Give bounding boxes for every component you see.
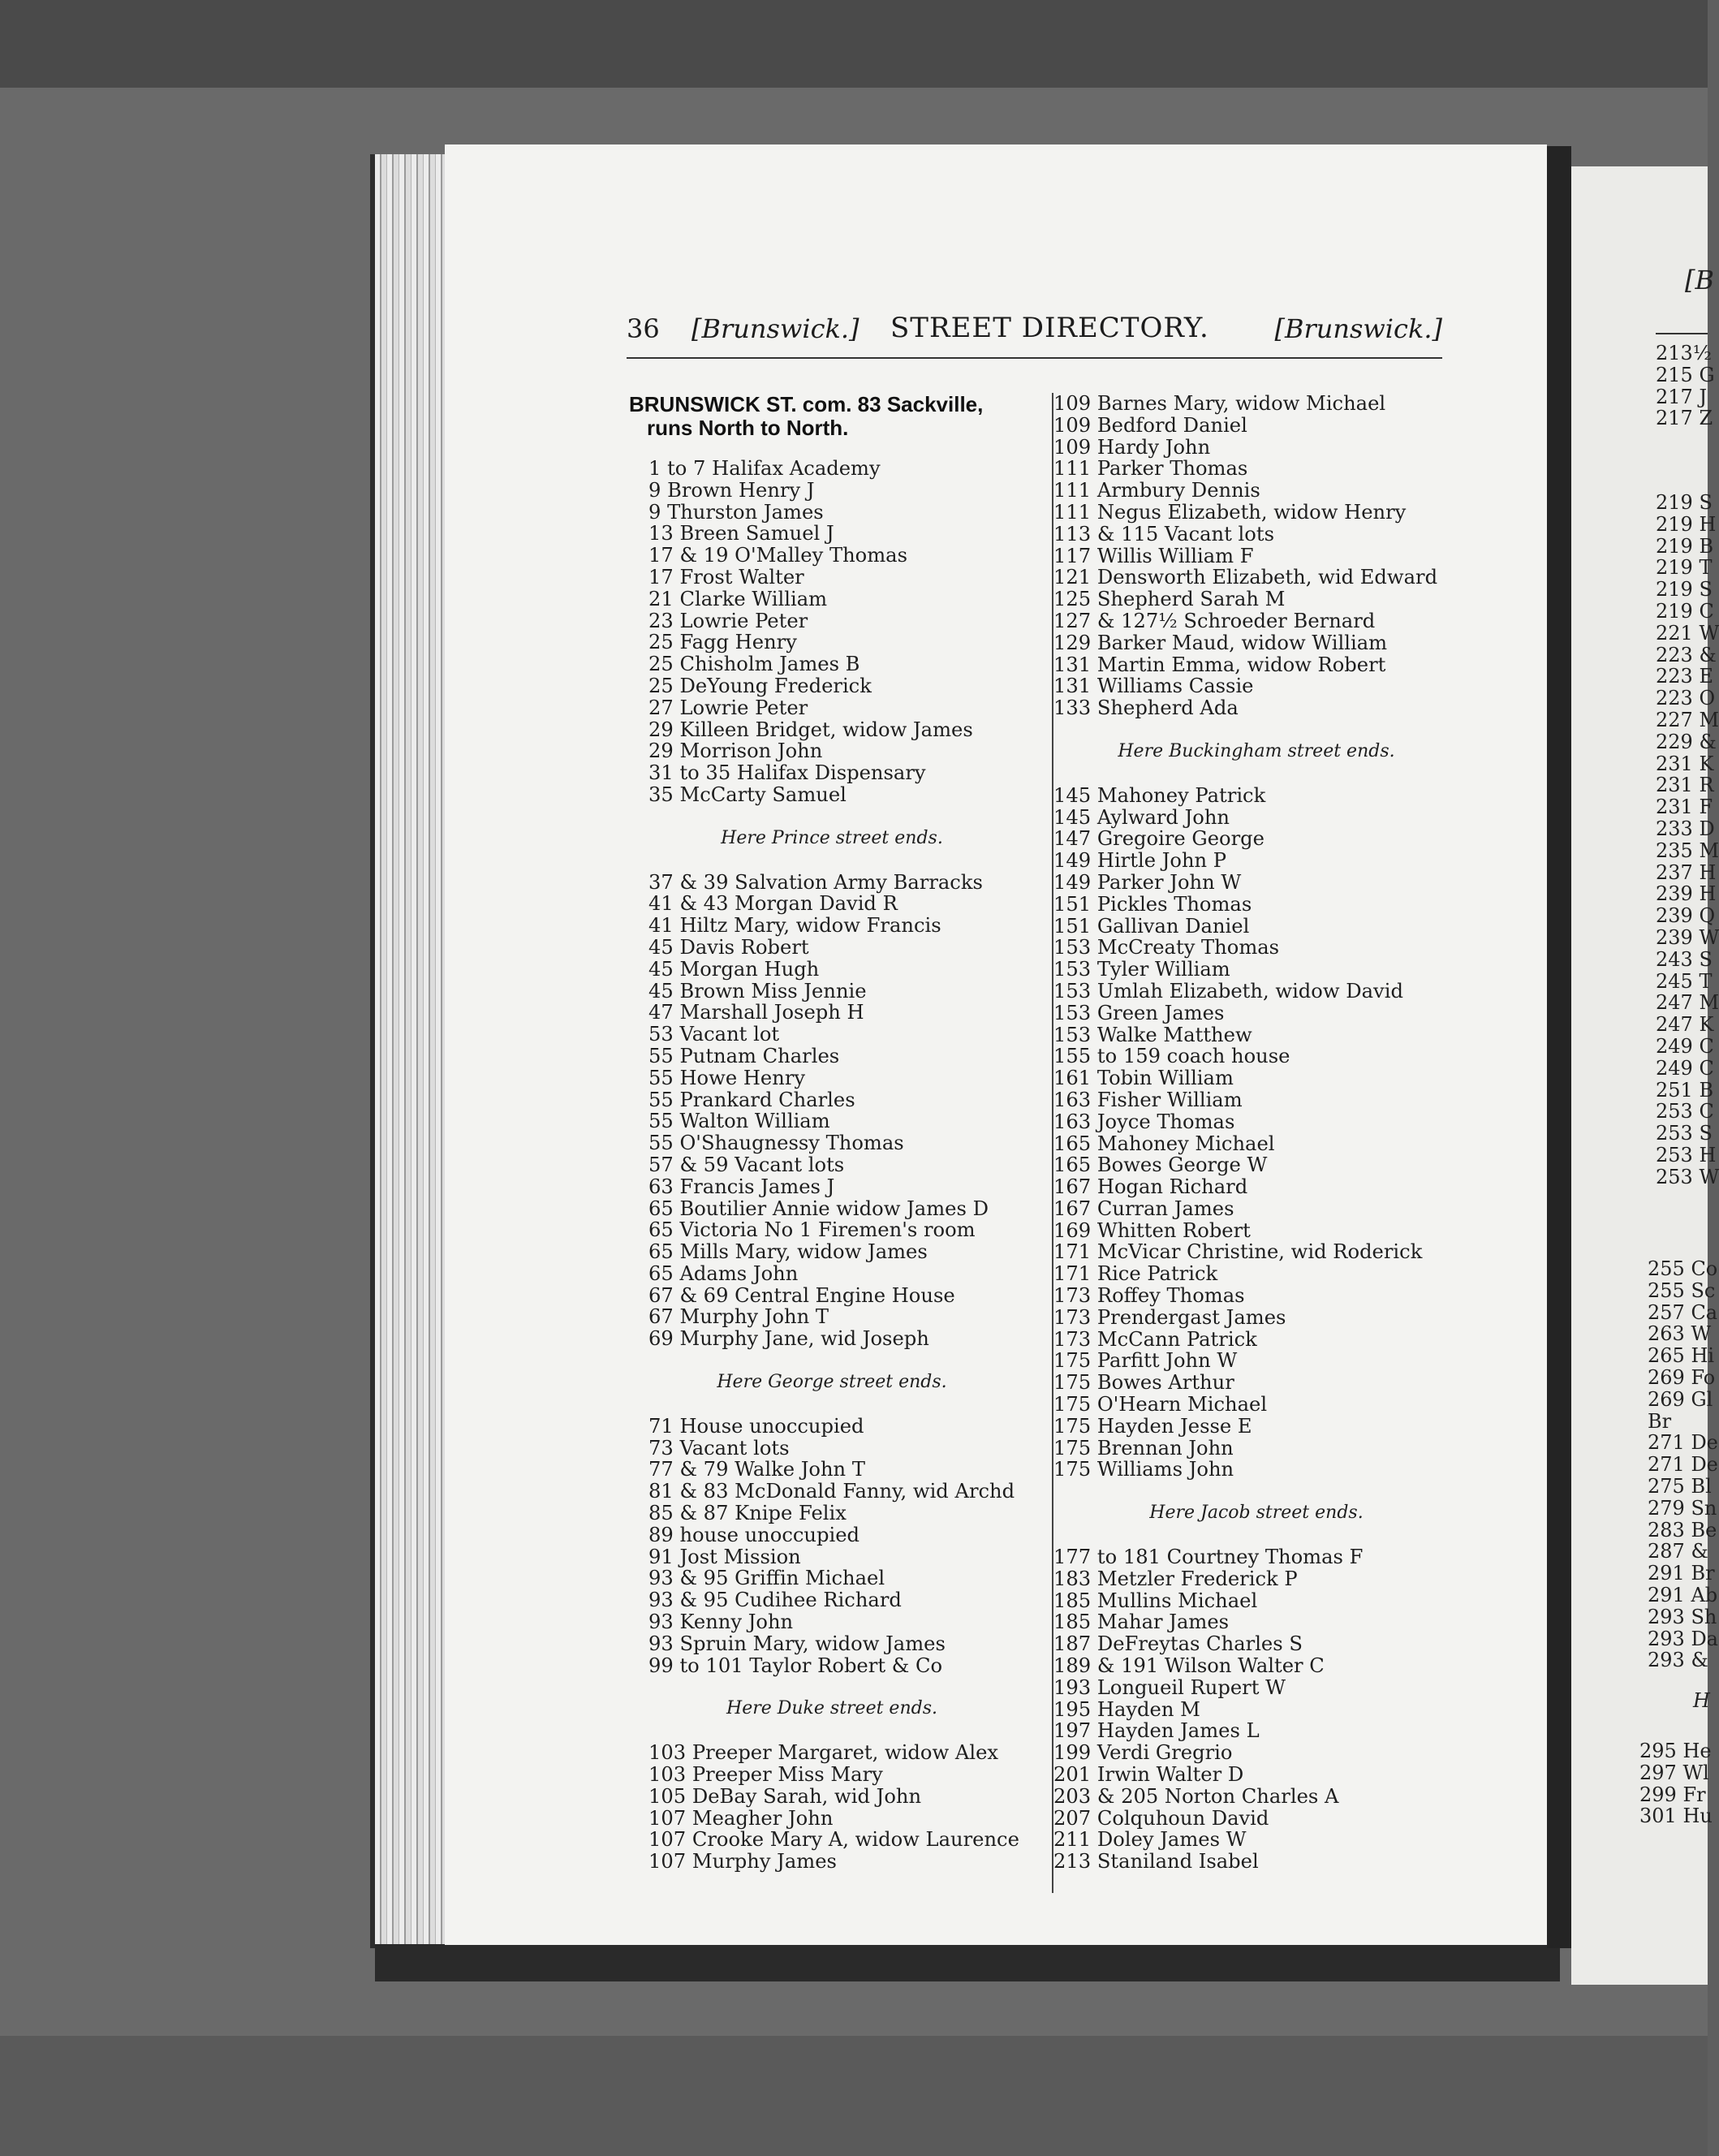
facing-page-line: 293 &	[1648, 1649, 1708, 1672]
directory-entry: 175 Parfitt John W	[1053, 1349, 1238, 1373]
facing-page-line: 275 Bl	[1648, 1474, 1712, 1498]
facing-page-line: 231 F	[1656, 796, 1713, 819]
facing-page-line: 231 K	[1656, 752, 1714, 775]
directory-entry: 29 Killeen Bridget, widow James	[648, 718, 973, 741]
directory-entry: 109 Hardy John	[1053, 435, 1211, 459]
facing-page-line: 251 B	[1656, 1078, 1714, 1102]
directory-entry: 77 & 79 Walke John T	[648, 1458, 865, 1481]
directory-entry: 107 Murphy James	[648, 1850, 837, 1874]
facing-page-line: 253 H	[1656, 1143, 1717, 1166]
directory-entry: 163 Fisher William	[1053, 1088, 1243, 1111]
directory-entry: 63 Francis James J	[648, 1175, 835, 1198]
directory-entry: 201 Irwin Walter D	[1053, 1763, 1244, 1787]
directory-entry: 177 to 181 Courtney Thomas F	[1053, 1546, 1364, 1569]
directory-entry: 149 Hirtle John P	[1053, 849, 1227, 873]
directory-entry: 153 Umlah Elizabeth, widow David	[1053, 979, 1403, 1003]
directory-entry: 89 house unoccupied	[648, 1523, 860, 1546]
directory-entry: 167 Curran James	[1053, 1197, 1234, 1220]
facing-page-line: 217 Z	[1656, 407, 1713, 430]
book-page-edges	[375, 154, 448, 1948]
facing-page-line: 239 H	[1656, 882, 1717, 906]
street-heading	[629, 393, 1035, 440]
directory-entry: 175 Williams John	[1053, 1458, 1234, 1481]
facing-page-line: 219 S	[1656, 491, 1713, 514]
directory-entry: 155 to 159 coach house	[1053, 1045, 1290, 1068]
directory-entry: 131 Williams Cassie	[1053, 675, 1254, 698]
directory-entry: 185 Mullins Michael	[1053, 1589, 1258, 1612]
facing-page-line: 265 Hi	[1648, 1344, 1715, 1368]
header-right-tag: [Brunswick.]	[1274, 313, 1442, 344]
facing-page-line: 217 J	[1656, 385, 1708, 408]
directory-entry: 169 Whitten Robert	[1053, 1218, 1251, 1242]
directory-entry: 203 & 205 Norton Charles A	[1053, 1784, 1339, 1808]
directory-entry: 93 & 95 Griffin Michael	[648, 1567, 885, 1590]
facing-page-line: 269 Gl	[1648, 1387, 1713, 1411]
facing-page-block	[1639, 1740, 1713, 1828]
directory-entry: 171 McVicar Christine, wid Roderick	[1053, 1240, 1423, 1264]
facing-page-line: 221 W	[1656, 621, 1719, 645]
facing-page-line: 247 K	[1656, 1013, 1714, 1037]
facing-page-line: 239 W	[1656, 925, 1719, 949]
facing-page-line: 291 Br	[1648, 1562, 1715, 1585]
facing-page-line: 219 S	[1656, 578, 1713, 602]
directory-entry: 105 DeBay Sarah, wid John	[648, 1784, 922, 1808]
directory-entry: 117 Willis William F	[1053, 544, 1254, 567]
facing-page-block	[1656, 342, 1715, 430]
directory-entry: 189 & 191 Wilson Walter C	[1053, 1654, 1325, 1678]
book-bottom-edge	[375, 1944, 1560, 1981]
entry-group	[1053, 785, 1459, 1481]
directory-entry: 127 & 127½ Schroeder Bernard	[1053, 609, 1376, 632]
facing-page-line: 253 W	[1656, 1165, 1719, 1188]
directory-entry: 175 Brennan John	[1053, 1436, 1234, 1460]
facing-page-line: 287 &	[1648, 1540, 1708, 1563]
directory-entry: 67 Murphy John T	[648, 1305, 829, 1329]
facing-page-line: 253 S	[1656, 1122, 1713, 1145]
facing-page-line: 249 C	[1656, 1056, 1714, 1080]
directory-entry: 55 Howe Henry	[648, 1066, 806, 1089]
directory-entry: 195 Hayden M	[1053, 1697, 1200, 1721]
page-header	[627, 308, 1442, 347]
directory-entry: 93 Spruin Mary, widow James	[648, 1632, 946, 1655]
directory-entry: 37 & 39 Salvation Army Barracks	[648, 870, 983, 894]
directory-entry: 113 & 115 Vacant lots	[1053, 522, 1274, 545]
directory-entry: 55 Prankard Charles	[648, 1088, 855, 1111]
directory-entry: 65 Victoria No 1 Firemen's room	[648, 1218, 976, 1242]
cross-street-note: Here Jacob street ends.	[1149, 1503, 1364, 1524]
scan-background-bottom	[0, 2036, 1708, 2156]
book-gutter	[1547, 146, 1571, 1948]
entry-group	[629, 1742, 1035, 1873]
directory-entry: 93 & 95 Cudihee Richard	[648, 1589, 902, 1612]
street-heading-line-1: BRUNSWICK ST. com. 83 Sackville,	[629, 392, 984, 416]
directory-entry: 133 Shepherd Ada	[1053, 696, 1239, 720]
cross-street-note: Here Duke street ends.	[726, 1698, 937, 1719]
directory-entry: 173 Roffey Thomas	[1053, 1284, 1245, 1308]
facing-page-line: 299 Fr	[1639, 1783, 1706, 1806]
directory-entry: 25 Chisholm James B	[648, 653, 860, 676]
directory-entry: 145 Aylward John	[1053, 805, 1230, 829]
directory-entry: 199 Verdi Gregrio	[1053, 1741, 1233, 1765]
directory-entry: 45 Brown Miss Jennie	[648, 979, 867, 1003]
directory-entry: 41 Hiltz Mary, widow Francis	[648, 914, 941, 938]
facing-page-line: 239 Q	[1656, 904, 1716, 928]
facing-page-line: 269 Fo	[1648, 1365, 1716, 1389]
directory-entry: 185 Mahar James	[1053, 1611, 1230, 1634]
entry-group	[1053, 393, 1459, 719]
directory-entry: 55 Putnam Charles	[648, 1044, 840, 1067]
directory-entry: 55 O'Shaugnessy Thomas	[648, 1132, 904, 1155]
facing-page-line: 293 Da	[1648, 1627, 1718, 1650]
directory-entry: 17 Frost Walter	[648, 565, 804, 589]
facing-page-line: 255 Sc	[1648, 1279, 1716, 1302]
directory-entry: 91 Jost Mission	[648, 1545, 801, 1568]
cross-street-note: Here George street ends.	[717, 1372, 947, 1393]
facing-page-block	[1656, 491, 1719, 1188]
directory-entry: 109 Bedford Daniel	[1053, 413, 1247, 437]
directory-entry: 165 Bowes George W	[1053, 1153, 1268, 1177]
facing-page-line: 253 C	[1656, 1100, 1714, 1123]
page-number: 36	[627, 313, 660, 344]
directory-entry: 107 Meagher John	[648, 1806, 834, 1830]
facing-page-line: Br	[1648, 1409, 1672, 1433]
facing-page-line: 301 Hu	[1639, 1805, 1713, 1828]
directory-entry: 173 McCann Patrick	[1053, 1327, 1257, 1351]
facing-page-line: 249 C	[1656, 1034, 1714, 1058]
facing-page-line: 271 De	[1648, 1431, 1718, 1455]
directory-entry: 145 Mahoney Patrick	[1053, 783, 1266, 807]
facing-page-line: 227 M	[1656, 708, 1719, 731]
facing-page-line: 245 T	[1656, 969, 1713, 993]
facing-page-rule	[1656, 333, 1708, 334]
directory-entry: 1 to 7 Halifax Academy	[648, 457, 881, 480]
entry-group	[629, 458, 1035, 806]
directory-entry: 45 Davis Robert	[648, 935, 809, 959]
directory-entry: 161 Tobin William	[1053, 1067, 1234, 1090]
directory-entry: 107 Crooke Mary A, widow Laurence	[648, 1828, 1019, 1852]
directory-entry: 103 Preeper Margaret, widow Alex	[648, 1741, 999, 1765]
facing-page-line: 229 &	[1656, 730, 1717, 753]
directory-entry: 147 Gregoire George	[1053, 827, 1264, 851]
directory-entry: 73 Vacant lots	[648, 1436, 790, 1460]
facing-page-line: 223 O	[1656, 687, 1716, 710]
directory-entry: 173 Prendergast James	[1053, 1305, 1286, 1329]
directory-entry: 23 Lowrie Peter	[648, 609, 808, 632]
directory-column-left	[629, 393, 1035, 1873]
directory-entry: 153 McCreaty Thomas	[1053, 936, 1280, 959]
facing-page-header-fragment: [B	[1685, 265, 1714, 295]
directory-entry: 151 Gallivan Daniel	[1053, 914, 1250, 938]
directory-entry: 53 Vacant lot	[648, 1023, 780, 1046]
directory-entry: 17 & 19 O'Malley Thomas	[648, 544, 907, 567]
directory-entry: 81 & 83 McDonald Fanny, wid Archd	[648, 1480, 1015, 1503]
directory-entry: 71 House unoccupied	[648, 1414, 864, 1438]
facing-page-line: 243 S	[1656, 947, 1713, 971]
facing-page-line: 219 C	[1656, 599, 1714, 623]
directory-entry: 55 Walton William	[648, 1110, 830, 1133]
facing-page-block	[1648, 1257, 1718, 1672]
directory-entry: 35 McCarty Samuel	[648, 783, 847, 806]
directory-entry: 85 & 87 Knipe Felix	[648, 1502, 847, 1525]
directory-column-right	[1053, 393, 1459, 1873]
facing-page-line: 291 Ab	[1648, 1583, 1718, 1606]
directory-entry: 13 Breen Samuel J	[648, 522, 834, 545]
facing-page-line: 295 He	[1639, 1740, 1712, 1762]
facing-page-line: 255 Co	[1648, 1257, 1718, 1280]
directory-entry: 211 Doley James W	[1053, 1828, 1247, 1852]
facing-page-line: 279 Sn	[1648, 1496, 1717, 1520]
facing-page-line: 293 Sh	[1648, 1605, 1717, 1628]
directory-entry: 213 Staniland Isabel	[1053, 1850, 1259, 1874]
directory-entry: 175 O'Hearn Michael	[1053, 1393, 1268, 1416]
facing-page-line: 257 Ca	[1648, 1300, 1718, 1324]
directory-entry: 29 Morrison John	[648, 740, 823, 763]
facing-page-line: 219 B	[1656, 534, 1714, 558]
directory-entry: 9 Thurston James	[648, 500, 824, 524]
entry-group	[629, 872, 1035, 1351]
header-title: STREET DIRECTORY.	[890, 312, 1209, 344]
directory-entry: 111 Armbury Dennis	[1053, 479, 1260, 502]
directory-entry: 125 Shepherd Sarah M	[1053, 588, 1286, 611]
directory-entry: 65 Adams John	[648, 1261, 799, 1285]
entry-group	[629, 1416, 1035, 1677]
facing-page-line: 283 Be	[1648, 1518, 1717, 1542]
directory-entry: 67 & 69 Central Engine House	[648, 1283, 955, 1307]
directory-entry: 131 Martin Emma, widow Robert	[1053, 653, 1386, 676]
directory-entry: 21 Clarke William	[648, 587, 828, 610]
directory-entry: 109 Barnes Mary, widow Michael	[1053, 392, 1386, 415]
directory-entry: 65 Boutilier Annie widow James D	[648, 1197, 989, 1220]
facing-page-line: 215 G	[1656, 363, 1715, 386]
directory-entry: 163 Joyce Thomas	[1053, 1110, 1235, 1133]
directory-entry: 183 Metzler Frederick P	[1053, 1567, 1298, 1590]
facing-page-line: 231 R	[1656, 774, 1714, 797]
directory-entry: 171 Rice Patrick	[1053, 1262, 1218, 1286]
facing-page-line: 237 H	[1656, 860, 1717, 884]
facing-page-line: 219 H	[1656, 512, 1717, 536]
directory-entry: 25 Fagg Henry	[648, 631, 797, 654]
facing-page-line: 233 D	[1656, 817, 1715, 840]
cross-street-note: Here Prince street ends.	[721, 827, 943, 848]
directory-entry: 25 DeYoung Frederick	[648, 674, 872, 697]
directory-entry: 151 Pickles Thomas	[1053, 892, 1252, 916]
directory-entry: 153 Green James	[1053, 1001, 1225, 1024]
directory-entry: 65 Mills Mary, widow James	[648, 1240, 928, 1264]
facing-page-line: 219 T	[1656, 556, 1713, 580]
directory-entry: 111 Negus Elizabeth, widow Henry	[1053, 500, 1407, 524]
directory-entry: 197 Hayden James L	[1053, 1719, 1260, 1743]
directory-entry: 187 DeFreytas Charles S	[1053, 1632, 1303, 1656]
facing-page-note-fragment: H	[1693, 1689, 1710, 1712]
facing-page-line: 263 W	[1648, 1322, 1712, 1346]
cross-street-note: Here Buckingham street ends.	[1118, 740, 1395, 761]
directory-entry: 27 Lowrie Peter	[648, 696, 808, 719]
directory-entry: 129 Barker Maud, widow William	[1053, 631, 1388, 654]
directory-entry: 41 & 43 Morgan David R	[648, 892, 898, 916]
directory-entry: 9 Brown Henry J	[648, 478, 815, 502]
facing-page-line: 247 M	[1656, 991, 1719, 1015]
directory-entry: 207 Colquhoun David	[1053, 1806, 1269, 1830]
directory-entry: 153 Walke Matthew	[1053, 1023, 1252, 1046]
header-rule	[627, 357, 1442, 359]
directory-entry: 57 & 59 Vacant lots	[648, 1153, 845, 1176]
header-left-tag: [Brunswick.]	[691, 313, 860, 344]
directory-entry: 93 Kenny John	[648, 1611, 794, 1634]
scan-background-top	[0, 0, 1708, 88]
directory-entry: 121 Densworth Elizabeth, wid Edward	[1053, 566, 1438, 589]
directory-entry: 45 Morgan Hugh	[648, 957, 820, 981]
directory-entry: 69 Murphy Jane, wid Joseph	[648, 1327, 929, 1351]
directory-entry: 167 Hogan Richard	[1053, 1175, 1248, 1199]
facing-page-line: 235 M	[1656, 839, 1719, 862]
directory-entry: 153 Tyler William	[1053, 958, 1230, 981]
street-heading-line-2: runs North to North.	[647, 416, 849, 440]
facing-page-line: 213½	[1656, 342, 1713, 364]
facing-page-line: 297 Wl	[1639, 1761, 1709, 1784]
directory-entry: 111 Parker Thomas	[1053, 457, 1248, 481]
directory-entry: 175 Hayden Jesse E	[1053, 1414, 1252, 1438]
directory-entry: 47 Marshall Joseph H	[648, 1001, 864, 1024]
facing-page-line: 223 &	[1656, 643, 1717, 666]
directory-entry: 31 to 35 Halifax Dispensary	[648, 761, 926, 785]
directory-entry: 165 Mahoney Michael	[1053, 1132, 1275, 1155]
directory-entry: 99 to 101 Taylor Robert & Co	[648, 1654, 943, 1677]
directory-entry: 149 Parker John W	[1053, 870, 1242, 894]
facing-page-line: 223 E	[1656, 665, 1713, 688]
facing-page-line: 271 De	[1648, 1453, 1718, 1477]
entry-group	[1053, 1546, 1459, 1873]
directory-entry: 175 Bowes Arthur	[1053, 1371, 1234, 1395]
directory-entry: 103 Preeper Miss Mary	[648, 1763, 883, 1787]
directory-entry: 193 Longueil Rupert W	[1053, 1675, 1286, 1699]
